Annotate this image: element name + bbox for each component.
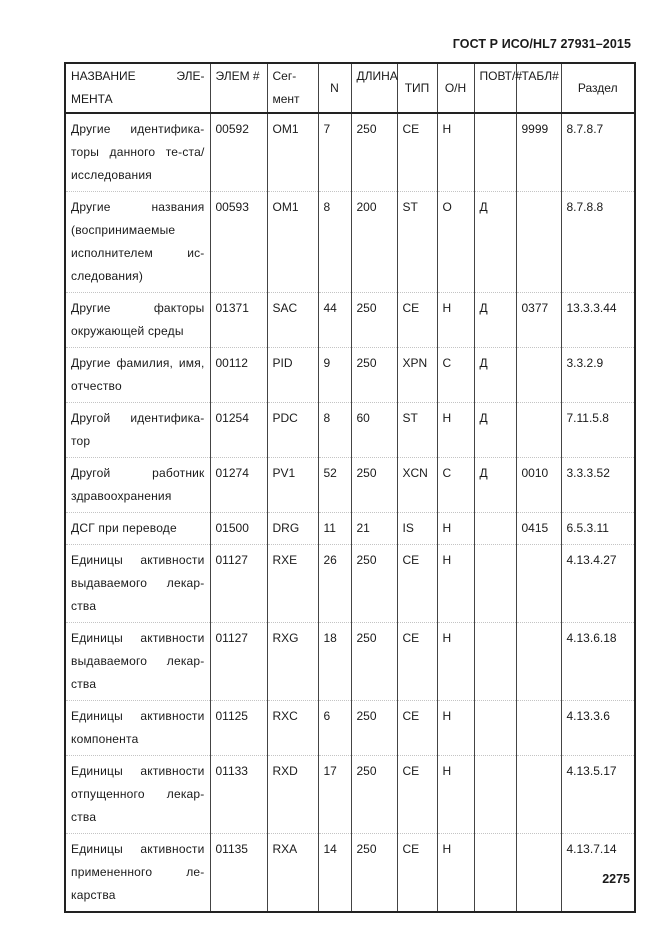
cell-type: ST [397, 192, 437, 293]
cell-section: 4.13.7.14 [561, 834, 635, 913]
cell-length: 250 [351, 113, 397, 192]
cell-n: 52 [318, 458, 351, 513]
cell-on: О [437, 192, 474, 293]
cell-elem: 01500 [210, 513, 267, 545]
cell-segment: PID [267, 348, 318, 403]
col-header-table: ТАБЛ# [516, 63, 561, 113]
cell-elem: 00593 [210, 192, 267, 293]
cell-type: XPN [397, 348, 437, 403]
cell-table [516, 545, 561, 623]
cell-type: CE [397, 545, 437, 623]
cell-table: 0010 [516, 458, 561, 513]
cell-name: Единицы активности выдаваемого лекар-ства [65, 545, 210, 623]
cell-n: 14 [318, 834, 351, 913]
table-row [65, 293, 635, 348]
cell-on: Н [437, 403, 474, 458]
cell-section: 3.3.3.52 [561, 458, 635, 513]
table-body [65, 113, 635, 912]
table-row [65, 192, 635, 293]
cell-section: 6.5.3.11 [561, 513, 635, 545]
cell-name: Другие названия (воспринимаемые исполнителем ис-следования) [65, 192, 210, 293]
cell-segment: RXG [267, 623, 318, 701]
cell-length: 250 [351, 756, 397, 834]
table-row [65, 756, 635, 834]
table-row [65, 513, 635, 545]
cell-n: 8 [318, 192, 351, 293]
cell-segment: DRG [267, 513, 318, 545]
cell-table: 9999 [516, 113, 561, 192]
cell-on: Н [437, 834, 474, 913]
cell-elem: 01127 [210, 623, 267, 701]
cell-table [516, 192, 561, 293]
table-row [65, 701, 635, 756]
cell-section: 4.13.5.17 [561, 756, 635, 834]
cell-on: Н [437, 756, 474, 834]
cell-elem: 01135 [210, 834, 267, 913]
cell-rep [474, 545, 516, 623]
cell-n: 9 [318, 348, 351, 403]
cell-name: Единицы активности выдаваемого лекар-ства [65, 623, 210, 701]
data-elements-table [64, 62, 636, 913]
table-row [65, 458, 635, 513]
cell-name: Другие факторы окружающей среды [65, 293, 210, 348]
cell-type: CE [397, 834, 437, 913]
cell-segment: PV1 [267, 458, 318, 513]
cell-on: Н [437, 113, 474, 192]
table-row [65, 834, 635, 913]
cell-segment: PDC [267, 403, 318, 458]
cell-on: С [437, 348, 474, 403]
cell-elem: 00112 [210, 348, 267, 403]
cell-on: С [437, 458, 474, 513]
cell-rep: Д [474, 403, 516, 458]
cell-n: 17 [318, 756, 351, 834]
cell-segment: RXE [267, 545, 318, 623]
cell-n: 44 [318, 293, 351, 348]
cell-rep [474, 756, 516, 834]
cell-table [516, 756, 561, 834]
cell-rep: Д [474, 348, 516, 403]
table-row [65, 403, 635, 458]
cell-type: CE [397, 701, 437, 756]
table-container [64, 62, 634, 913]
cell-segment: OM1 [267, 113, 318, 192]
col-header-n: N [318, 63, 351, 113]
cell-length: 200 [351, 192, 397, 293]
cell-rep [474, 834, 516, 913]
cell-n: 11 [318, 513, 351, 545]
cell-elem: 00592 [210, 113, 267, 192]
cell-n: 6 [318, 701, 351, 756]
cell-length: 60 [351, 403, 397, 458]
cell-type: CE [397, 623, 437, 701]
cell-section: 13.3.3.44 [561, 293, 635, 348]
cell-on: Н [437, 293, 474, 348]
cell-section: 4.13.3.6 [561, 701, 635, 756]
document-header: ГОСТ Р ИСО/HL7 27931–2015 [452, 37, 631, 51]
cell-type: CE [397, 113, 437, 192]
cell-name: Единицы активности отпущенного лекар-ства [65, 756, 210, 834]
table-row [65, 545, 635, 623]
col-header-elem: ЭЛЕМ # [210, 63, 267, 113]
cell-rep [474, 701, 516, 756]
cell-table [516, 701, 561, 756]
cell-type: CE [397, 756, 437, 834]
table-row [65, 623, 635, 701]
cell-segment: RXD [267, 756, 318, 834]
col-header-name: НАЗВАНИЕ ЭЛЕ-МЕНТА [65, 63, 210, 113]
col-header-on: О/Н [437, 63, 474, 113]
cell-section: 8.7.8.8 [561, 192, 635, 293]
cell-rep: Д [474, 458, 516, 513]
cell-section: 4.13.6.18 [561, 623, 635, 701]
cell-table [516, 834, 561, 913]
cell-table [516, 348, 561, 403]
cell-on: Н [437, 513, 474, 545]
cell-segment: SAC [267, 293, 318, 348]
cell-name: Единицы активности компонента [65, 701, 210, 756]
cell-on: Н [437, 623, 474, 701]
cell-name: Единицы активности примененного ле-карства [65, 834, 210, 913]
cell-elem: 01125 [210, 701, 267, 756]
cell-type: IS [397, 513, 437, 545]
cell-elem: 01274 [210, 458, 267, 513]
cell-length: 21 [351, 513, 397, 545]
cell-length: 250 [351, 348, 397, 403]
cell-type: CE [397, 293, 437, 348]
cell-section: 4.13.4.27 [561, 545, 635, 623]
page-number: 2275 [602, 872, 630, 886]
col-header-type: ТИП [397, 63, 437, 113]
cell-segment: RXA [267, 834, 318, 913]
cell-on: Н [437, 545, 474, 623]
cell-segment: RXC [267, 701, 318, 756]
cell-table [516, 623, 561, 701]
cell-name: Другие идентифика-торы данного те-ста/исследования [65, 113, 210, 192]
cell-type: ST [397, 403, 437, 458]
cell-rep [474, 623, 516, 701]
col-header-length: ДЛИНА [351, 63, 397, 113]
cell-rep [474, 113, 516, 192]
cell-elem: 01133 [210, 756, 267, 834]
cell-section: 8.7.8.7 [561, 113, 635, 192]
table-row [65, 348, 635, 403]
cell-n: 8 [318, 403, 351, 458]
cell-section: 3.3.2.9 [561, 348, 635, 403]
cell-name: Другой работник здравоохранения [65, 458, 210, 513]
cell-n: 26 [318, 545, 351, 623]
cell-name: Другие фамилия, имя, отчество [65, 348, 210, 403]
col-header-section: Раздел [561, 63, 635, 113]
cell-elem: 01254 [210, 403, 267, 458]
cell-type: XCN [397, 458, 437, 513]
cell-rep [474, 513, 516, 545]
cell-elem: 01127 [210, 545, 267, 623]
table-row [65, 113, 635, 192]
cell-elem: 01371 [210, 293, 267, 348]
cell-segment: OM1 [267, 192, 318, 293]
cell-length: 250 [351, 545, 397, 623]
cell-table [516, 403, 561, 458]
cell-length: 250 [351, 834, 397, 913]
col-header-segment: Сег-мент [267, 63, 318, 113]
table-header-row [65, 63, 635, 113]
cell-n: 7 [318, 113, 351, 192]
cell-section: 7.11.5.8 [561, 403, 635, 458]
cell-name: Другой идентифика-тор [65, 403, 210, 458]
col-header-rep: ПОВТ/# [474, 63, 516, 113]
cell-n: 18 [318, 623, 351, 701]
cell-length: 250 [351, 293, 397, 348]
cell-table: 0377 [516, 293, 561, 348]
cell-on: Н [437, 701, 474, 756]
cell-table: 0415 [516, 513, 561, 545]
cell-length: 250 [351, 701, 397, 756]
cell-length: 250 [351, 458, 397, 513]
cell-name: ДСГ при переводе [65, 513, 210, 545]
cell-length: 250 [351, 623, 397, 701]
cell-rep: Д [474, 293, 516, 348]
cell-rep: Д [474, 192, 516, 293]
